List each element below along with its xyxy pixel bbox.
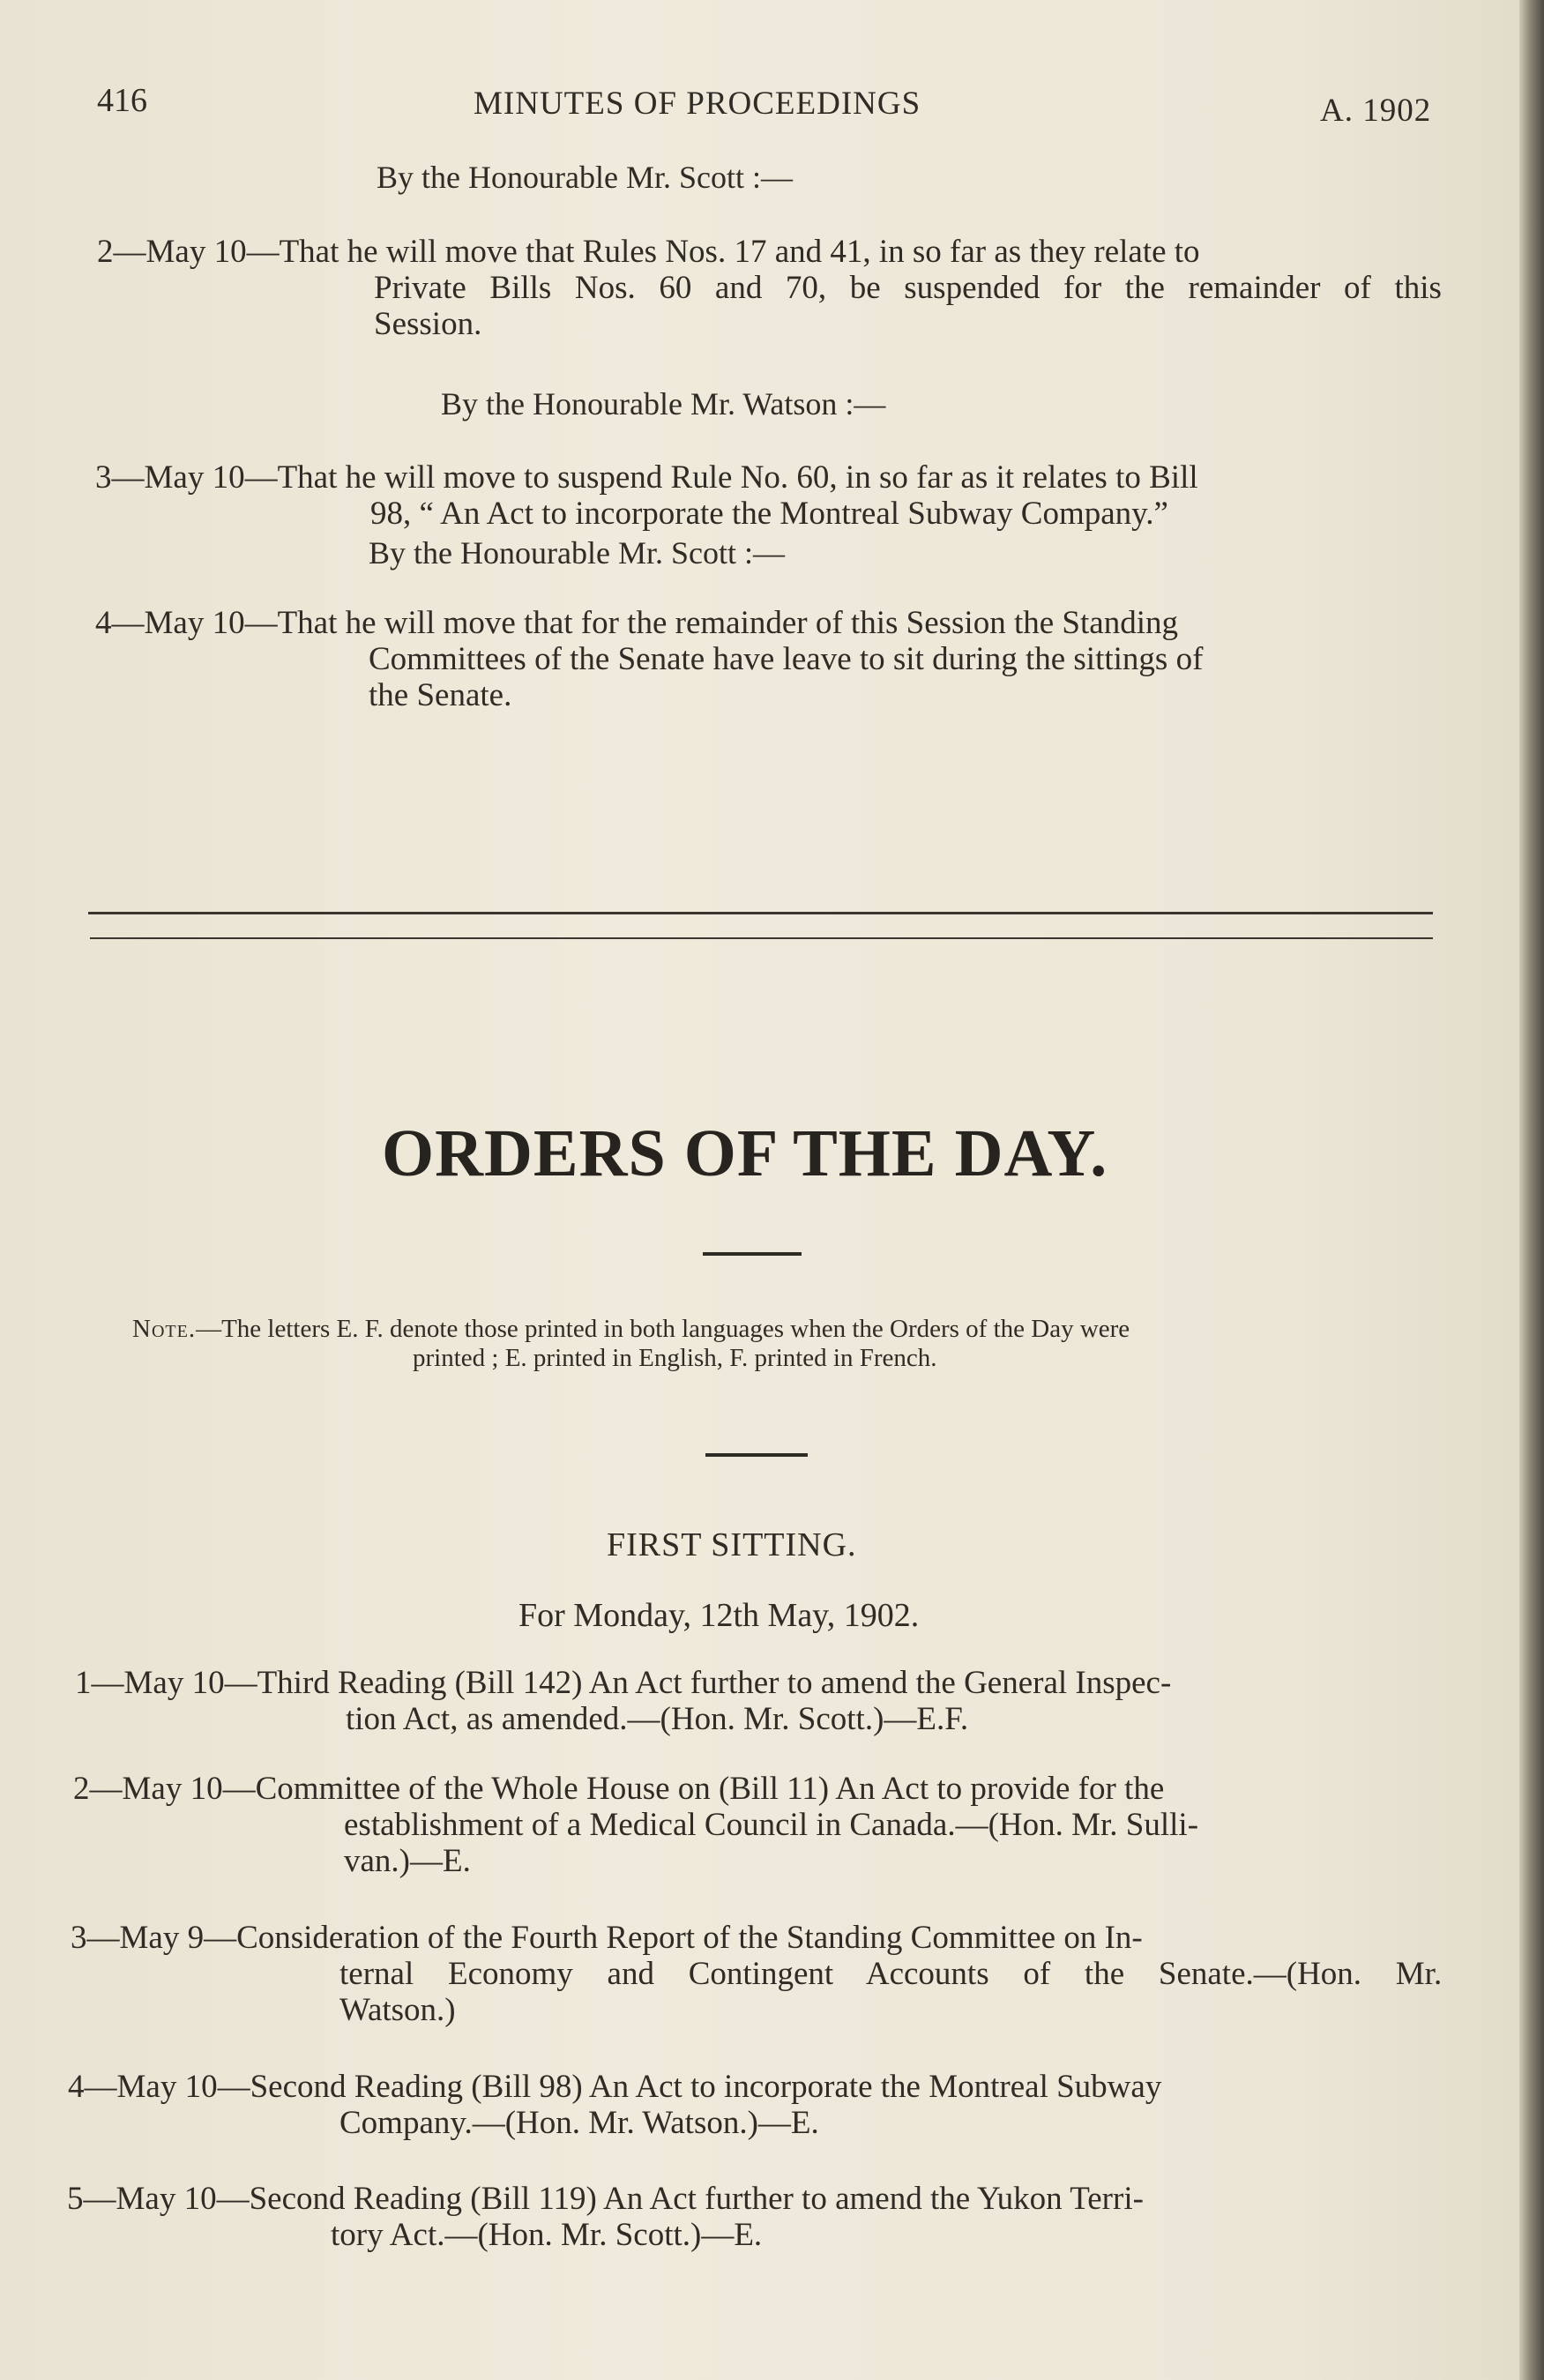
binding-gutter bbox=[1519, 0, 1544, 2380]
note-line: printed ; E. printed in English, F. printed in French. bbox=[413, 1344, 937, 1372]
notice-line: 98, “ An Act to incorporate the Montreal Subway Company.” bbox=[370, 496, 1168, 532]
order-line: 5—May 10—Second Reading (Bill 119) An Act further to amend the Yukon Terri- bbox=[67, 2181, 1144, 2217]
order-line: tion Act, as amended.—(Hon. Mr. Scott.)—E.F. bbox=[346, 1701, 969, 1737]
order-line: establishment of a Medical Council in Canada.—(Hon. Mr. Sulli- bbox=[344, 1807, 1199, 1843]
notice-line: 4—May 10—That he will move that for the remainder of this Session the Standing bbox=[95, 605, 1178, 641]
sitting-heading: FIRST SITTING. bbox=[607, 1526, 857, 1563]
section-rule-top bbox=[88, 912, 1433, 914]
orders-title: ORDERS OF THE DAY. bbox=[382, 1116, 1108, 1190]
notice-mover-heading: By the Honourable Mr. Watson :— bbox=[441, 386, 886, 422]
title-rule bbox=[703, 1252, 802, 1256]
note-line-text: —The letters E. F. denote those printed in both languages when the Orders of the Day were bbox=[196, 1315, 1130, 1343]
date-heading: For Monday, 12th May, 1902. bbox=[518, 1597, 920, 1634]
note-label: Note. bbox=[132, 1315, 197, 1343]
note-line bbox=[132, 1316, 1130, 1343]
notice-mover-heading: By the Honourable Mr. Scott :— bbox=[369, 535, 785, 571]
notice-line: Private Bills Nos. 60 and 70, be suspended for the remainder of this bbox=[374, 270, 1442, 306]
notice-line: Committees of the Senate have leave to sit during the sittings of bbox=[369, 641, 1204, 677]
order-line: Watson.) bbox=[339, 1992, 456, 2028]
notice-mover-heading: By the Honourable Mr. Scott :— bbox=[377, 160, 793, 195]
note-rule bbox=[705, 1453, 808, 1457]
notice-line: 3—May 10—That he will move to suspend Rule No. 60, in so far as it relates to Bill bbox=[95, 459, 1198, 496]
section-rule-bottom bbox=[90, 937, 1433, 939]
running-head: MINUTES OF PROCEEDINGS bbox=[474, 86, 921, 122]
notice-line: the Senate. bbox=[369, 677, 512, 713]
order-line: 4—May 10—Second Reading (Bill 98) An Act to incorporate the Montreal Subway bbox=[68, 2069, 1162, 2105]
page-number: 416 bbox=[97, 82, 147, 119]
order-line: 1—May 10—Third Reading (Bill 142) An Act further to amend the General Inspec- bbox=[75, 1665, 1172, 1701]
notice-line: 2—May 10—That he will move that Rules Nos. 17 and 41, in so far as they relate to bbox=[97, 234, 1200, 270]
order-line: 3—May 9—Consideration of the Fourth Report of the Standing Committee on In- bbox=[71, 1920, 1143, 1956]
order-line: Company.—(Hon. Mr. Watson.)—E. bbox=[339, 2105, 819, 2141]
session-year: A. 1902 bbox=[1320, 93, 1432, 129]
notice-line: Session. bbox=[374, 306, 482, 342]
order-line: van.)—E. bbox=[344, 1843, 471, 1879]
order-line: tory Act.—(Hon. Mr. Scott.)—E. bbox=[331, 2217, 763, 2253]
order-line: 2—May 10—Committee of the Whole House on (Bill 11) An Act to provide for the bbox=[73, 1771, 1165, 1807]
order-line: ternal Economy and Contingent Accounts of the Senate.—(Hon. Mr. bbox=[339, 1956, 1443, 1992]
